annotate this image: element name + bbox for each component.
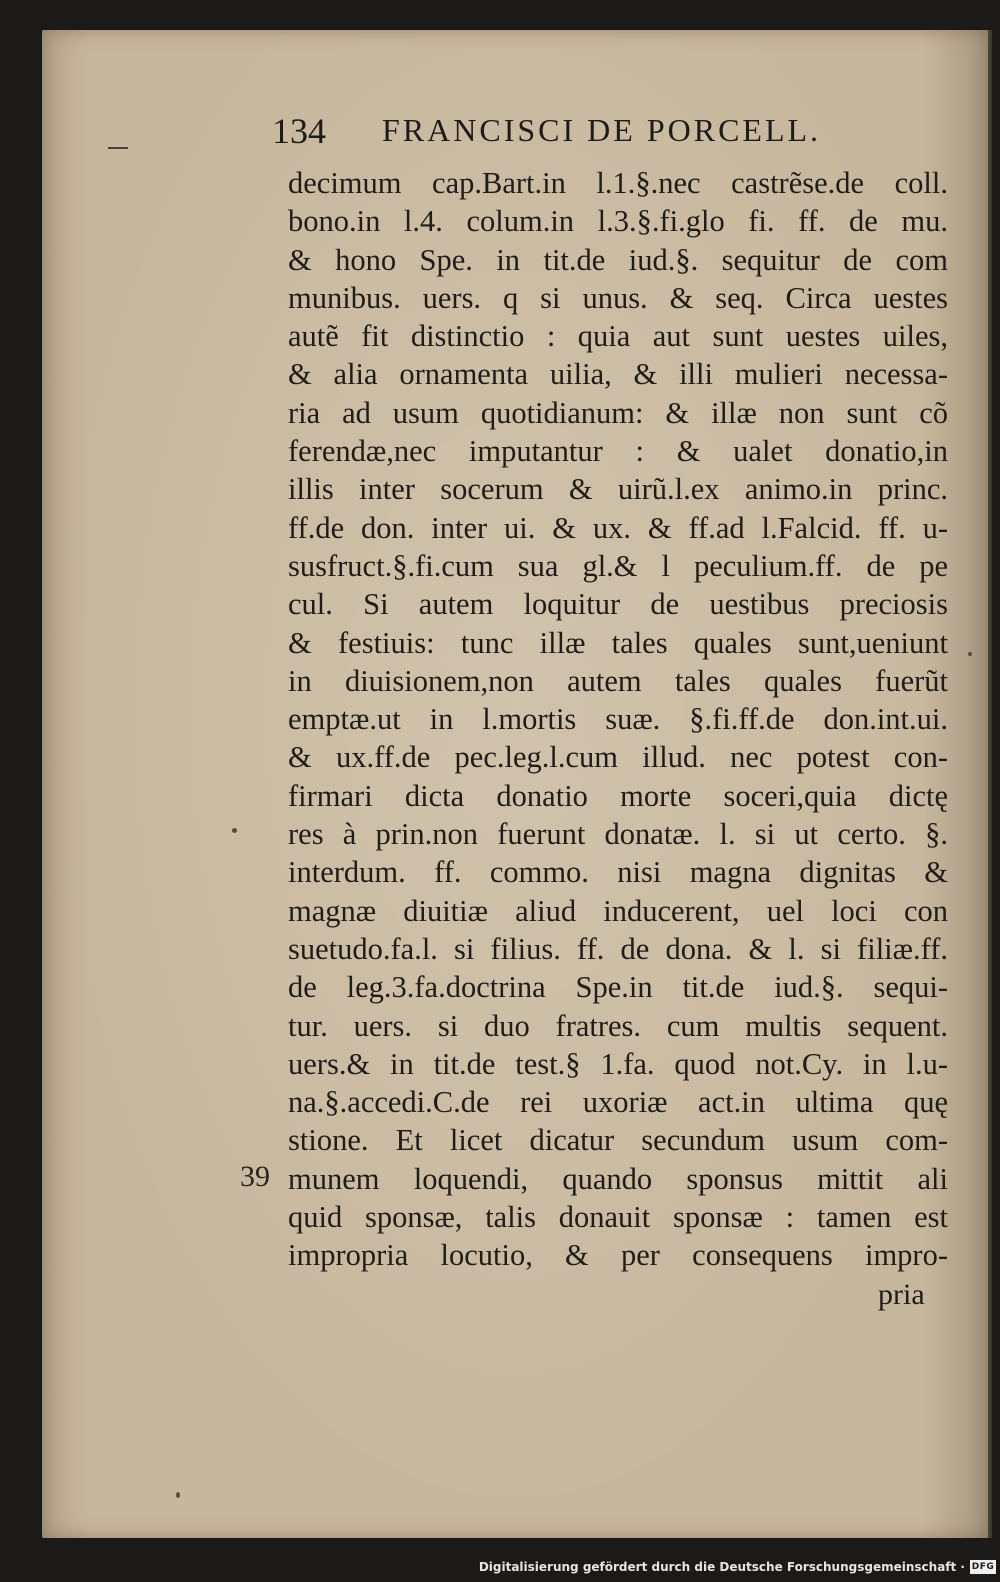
text-line: & hono Spe. in tit.de iud.§. sequitur de com [288,242,948,277]
credit-text: Digitalisierung gefördert durch die Deutsche Forschungsgemeinschaft · [478,1560,965,1574]
text-line: stione. Et licet dicatur secundum usum com- [288,1123,948,1158]
text-line: res à prin.non fuerunt donatæ. l. si ut certo. §. [288,817,948,852]
catchword: pria [878,1278,925,1311]
text-line: impropria locutio, & per consequens impro- [288,1238,948,1273]
text-line: munem loquendi, quando sponsus mittit ali [288,1161,948,1196]
running-title: FRANCISCI DE PORCELL. [382,112,822,148]
text-line: suetudo.fa.l. si filius. ff. de dona. & l. si filiæ.ff. [288,931,948,966]
text-line: tur. uers. si duo fratres. cum multis sequent. [288,1008,948,1043]
text-body [288,164,948,1275]
folio-number: 134 [272,111,326,151]
text-line: munibus. uers. q si unus. & seq. Circa uestes [288,280,948,315]
text-line: quid sponsæ, talis donauit sponsæ : tamen est [288,1200,948,1235]
page-header [272,108,912,152]
text-line: cul. Si autem loquitur de uestibus preciosis [288,587,948,622]
text-line: illis inter socerum & uirũ.l.ex animo.in princ. [288,472,948,507]
text-line: de leg.3.fa.doctrina Spe.in tit.de iud.§. sequi- [288,970,948,1005]
text-line: firmari dicta donatio morte soceri,quia dictę [288,778,948,813]
text-line: interdum. ff. commo. nisi magna dignitas & [288,855,948,890]
margin-mark [108,147,128,149]
ink-speck [232,828,237,833]
ink-speck [176,1492,180,1498]
text-line: na.§.accedi.C.de rei uxoriæ act.in ultima quę [288,1085,948,1120]
text-line: & alia ornamenta uilia, & illi mulieri necessa- [288,357,948,392]
text-line: decimum cap.Bart.in l.1.§.nec castrẽse.de coll. [288,166,948,200]
text-line: bono.in l.4. colum.in l.3.§.fi.glo fi. ff. de mu. [288,204,948,239]
dfg-logo-icon: DFG [971,1562,995,1572]
text-line: ferendæ,nec imputantur : & ualet donatio,in [288,434,948,469]
text-line: & festiuis: tunc illæ tales quales sunt,ueniunt [288,625,948,660]
text-line: susfruct.§.fi.cum sua gl.& l peculium.ff. de pe [288,548,948,583]
text-line: & ux.ff.de pec.leg.l.cum illud. nec potest con- [288,740,948,775]
margin-number: 39 [240,1160,270,1193]
text-line: ria ad usum quotidianum: & illæ non sunt cõ [288,395,948,430]
text-line: autẽ fit distinctio : quia aut sunt uestes uiles, [288,319,948,354]
text-line: uers.& in tit.de test.§ 1.fa. quod not.Cy. in l.u- [288,1046,948,1081]
digitization-credit [479,1556,996,1578]
text-line: emptæ.ut in l.mortis suæ. §.fi.ff.de don.int.ui. [288,702,948,737]
text-line: magnæ diuitiæ aliud inducerent, uel loci con [288,893,948,928]
text-line: ff.de don. inter ui. & ux. & ff.ad l.Falcid. ff. u- [288,510,948,545]
text-line: in diuisionem,non autem tales quales fuerũt [288,663,948,698]
ink-speck [968,652,972,656]
